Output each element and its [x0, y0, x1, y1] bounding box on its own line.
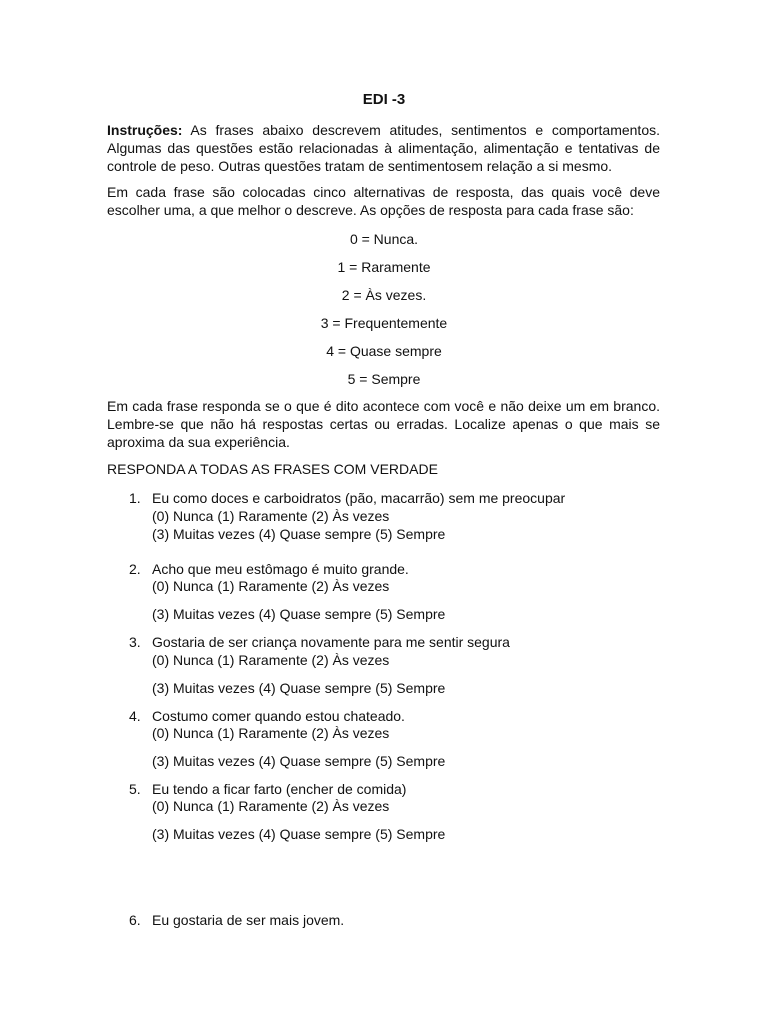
question-number: 1. — [129, 490, 141, 506]
instructions-label: Instruções: — [107, 122, 183, 138]
option-1: 1 = Raramente — [337, 259, 431, 275]
answer-options-line: (3) Muitas vezes (4) Quase sempre (5) Sempre — [152, 526, 446, 542]
question-text: Eu gostaria de ser mais jovem. — [152, 912, 345, 928]
instructions-paragraph — [107, 121, 660, 175]
question-number: 4. — [129, 708, 141, 724]
option-3: 3 = Frequentemente — [320, 315, 448, 331]
question-number: 6. — [129, 912, 141, 928]
option-5: 5 = Sempre — [347, 371, 421, 387]
option-0: 0 = Nunca. — [349, 231, 419, 247]
answer-options-line: (3) Muitas vezes (4) Quase sempre (5) Sempre — [152, 753, 446, 769]
option-4: 4 = Quase sempre — [326, 343, 442, 359]
answer-options-line: (0) Nunca (1) Raramente (2) Às vezes — [152, 652, 390, 668]
question-text: Acho que meu estômago é muito grande. — [152, 561, 409, 577]
answer-options-line: (0) Nunca (1) Raramente (2) Às vezes — [152, 798, 390, 814]
answer-options-line: (3) Muitas vezes (4) Quase sempre (5) Sempre — [152, 826, 446, 842]
question-number: 5. — [129, 781, 141, 797]
answer-options-line: (3) Muitas vezes (4) Quase sempre (5) Sempre — [152, 680, 446, 696]
question-number: 3. — [129, 634, 141, 650]
option-2: 2 = Às vezes. — [341, 287, 427, 303]
question-text: Eu como doces e carboidratos (pão, macarrão) sem me preocupar — [152, 490, 566, 506]
section-heading: RESPONDA A TODAS AS FRASES COM VERDADE — [107, 461, 438, 477]
question-text: Costumo comer quando estou chateado. — [152, 708, 405, 724]
response-options-intro: Em cada frase são colocadas cinco alternativas de resposta, das quais você deve escolher uma, a que melhor o descreve. As opções de resposta para cada frase são: — [107, 184, 660, 218]
question-number: 2. — [129, 561, 141, 577]
answer-options-line: (0) Nunca (1) Raramente (2) Às vezes — [152, 578, 390, 594]
question-text: Eu tendo a ficar farto (encher de comida) — [152, 781, 407, 797]
answer-instructions-paragraph: Em cada frase responda se o que é dito acontece com você e não deixe um em branco. Lembre-se que não há respostas certas ou erradas. Localize apenas o que mais se aproxima da sua experiência. — [107, 398, 660, 450]
instructions-text: As frases abaixo descrevem atitudes, sentimentos e comportamentos. Algumas das questões estão relacionadas à alimentação, alimentação e tentativas de controle de peso. Outras questões tratam de sentimentosem relação a si mesmo. — [107, 122, 660, 174]
question-text: Gostaria de ser criança novamente para me sentir segura — [152, 634, 510, 650]
answer-options-line: (3) Muitas vezes (4) Quase sempre (5) Sempre — [152, 606, 446, 622]
answer-options-line: (0) Nunca (1) Raramente (2) Às vezes — [152, 725, 390, 741]
document-title: EDI -3 — [362, 91, 406, 108]
answer-options-line: (0) Nunca (1) Raramente (2) Às vezes — [152, 508, 390, 524]
